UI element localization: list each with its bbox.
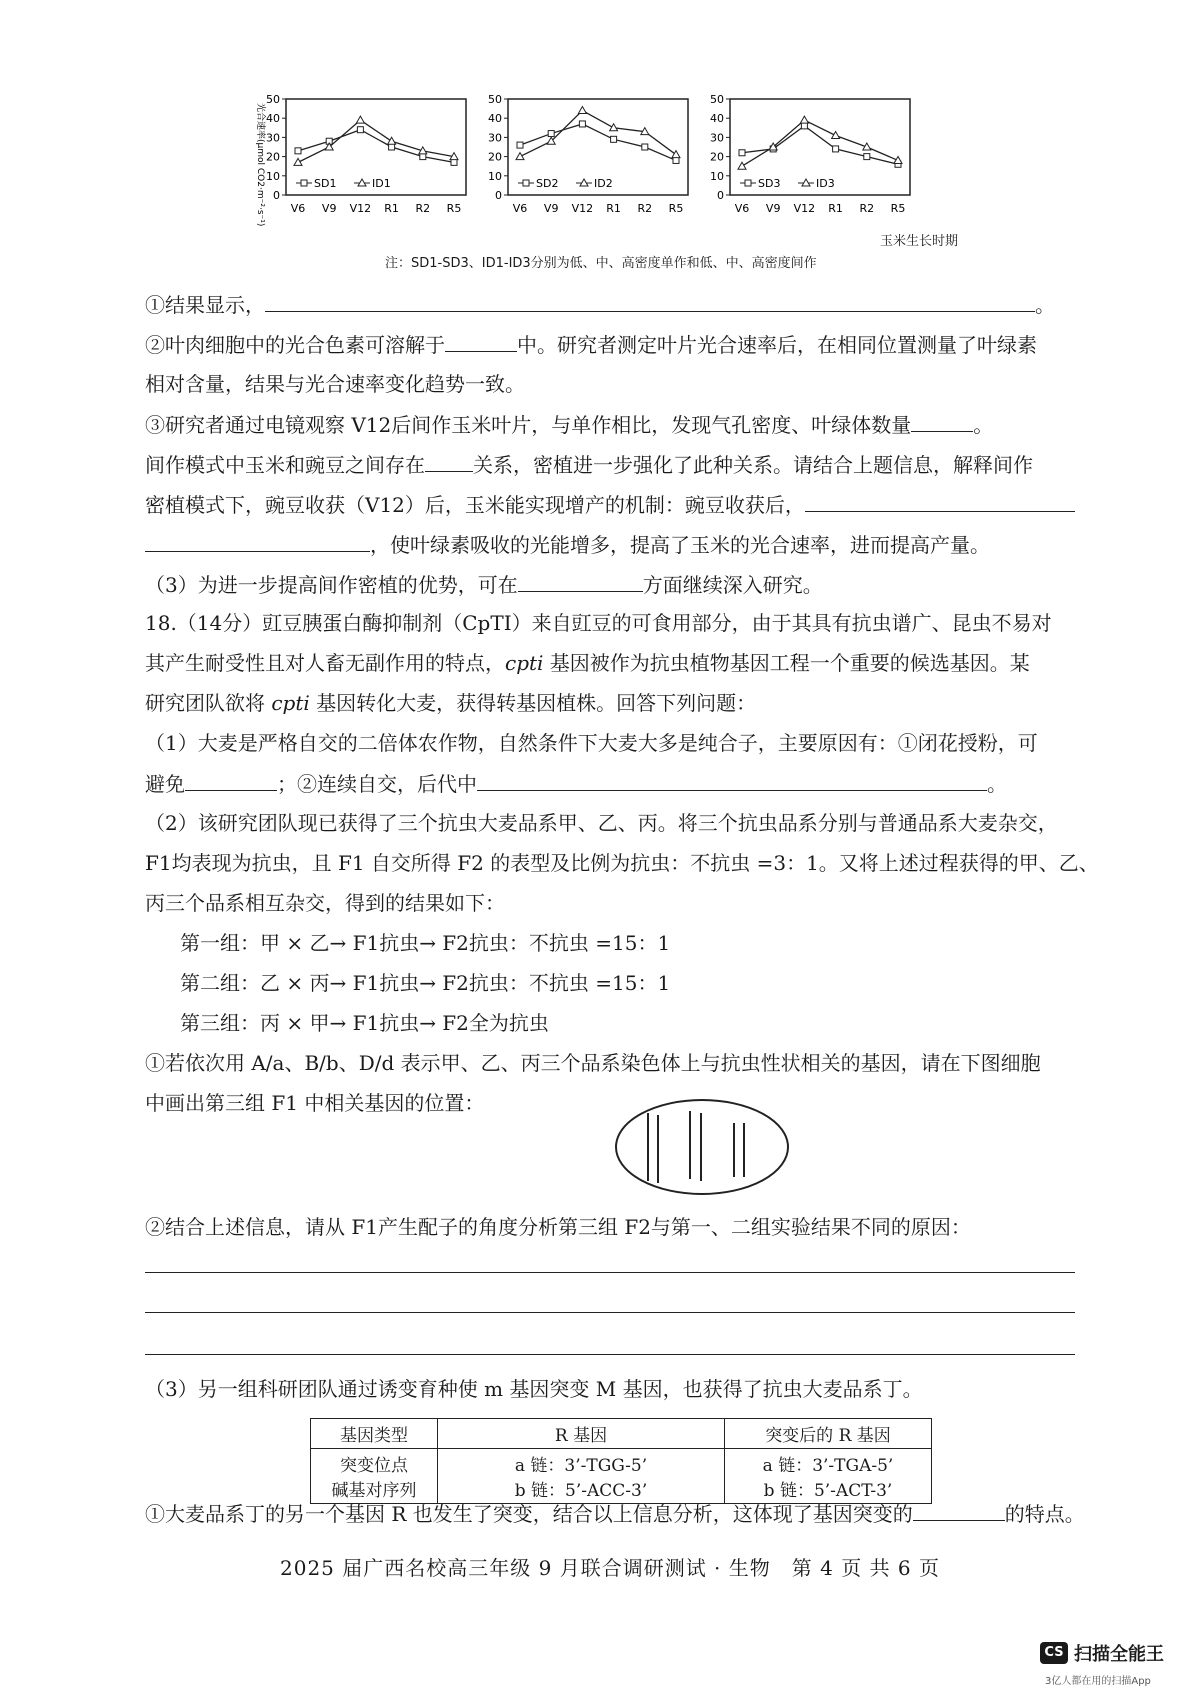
answer-line[interactable]: [145, 1354, 1075, 1355]
x-tick-label: R5: [890, 202, 906, 215]
x-tick-label: R1: [384, 202, 399, 215]
y-tick-label: 50: [710, 95, 724, 106]
x-tick-label: V6: [734, 202, 750, 215]
y-tick-label: 20: [710, 150, 724, 164]
s2-line: （2）该研究团队现已获得了三个抗虫大麦品系甲、乙、丙。将三个抗虫品系分别与普通品系大麦杂交，: [145, 811, 1058, 835]
answer-blank[interactable]: [265, 291, 1035, 312]
x-tick-label: V12: [349, 202, 372, 215]
table-cell: 突变位点 碱基对序列: [311, 1449, 438, 1504]
data-point-ID3: [800, 116, 808, 123]
y-tick-label: 20: [488, 150, 502, 164]
data-point-SD2: [642, 144, 648, 150]
y-tick-label: 0: [717, 189, 724, 202]
c2-line: ②结合上述信息，请从 F1产生配子的角度分析第三组 F2与第一、二组实验结果不同的原因：: [145, 1215, 971, 1239]
x-tick-label: R1: [828, 202, 843, 215]
table-header: 基因类型: [311, 1419, 438, 1449]
x-tick-label: R2: [415, 202, 431, 215]
scanner-logo: [1040, 1640, 1164, 1666]
answer-blank[interactable]: [145, 531, 370, 552]
chart-sd1-id1: [250, 95, 490, 245]
x-tick-label: V6: [290, 202, 306, 215]
legend-marker: [301, 180, 307, 186]
data-point-SD1: [295, 148, 301, 154]
p3-line: （3）为进一步提高间作密植的优势，可在 方面继续深入研究。: [145, 573, 823, 597]
data-point-SD3: [739, 150, 745, 156]
chart-sd2-id2: [472, 95, 712, 245]
y-tick-label: 50: [488, 95, 502, 106]
s1-line-2: 避免 ；②连续自交，后代中 。: [145, 772, 1007, 796]
table-header: R 基因: [438, 1419, 725, 1449]
y-tick-label: 40: [488, 112, 502, 126]
x-tick-label: R5: [446, 202, 462, 215]
legend-label: ID3: [816, 177, 835, 190]
answer-blank[interactable]: [518, 571, 643, 592]
legend-label: ID2: [594, 177, 613, 190]
y-tick-label: 20: [266, 150, 280, 164]
q18-line: 18.（14分）豇豆胰蛋白酶抑制剂（CpTI）来自豇豆的可食用部分，由于其具有抗虫谱广、昆虫不易对: [145, 611, 1052, 635]
answer-blank[interactable]: [185, 770, 277, 791]
x-tick-label: R2: [637, 202, 653, 215]
group-1: 第一组：甲 × 乙→ F1抗虫→ F2抗虫：不抗虫 =15：1: [180, 931, 671, 955]
answer-blank[interactable]: [913, 1500, 1005, 1521]
answer-blank[interactable]: [911, 411, 973, 432]
series-line-ID1: [298, 120, 454, 162]
data-point-SD2: [673, 157, 679, 163]
y-tick-label: 0: [273, 189, 280, 202]
y-tick-label: 30: [266, 131, 280, 145]
data-point-SD1: [420, 154, 426, 160]
table-header: 突变后的 R 基因: [725, 1419, 932, 1449]
y-tick-label: 30: [710, 131, 724, 145]
q18-line-2: 其产生耐受性且对人畜无副作用的特点，cpti 基因被作为抗虫植物基因工程一个重要的候选基因。某: [145, 651, 1030, 675]
s2-line-2: F1均表现为抗虫，且 F1 自交所得 F2 的表型及比例为抗虫：不抗虫 =3：1。又将上述过程获得的甲、乙、: [145, 851, 1099, 875]
data-point-ID1: [356, 116, 364, 123]
answer-line[interactable]: [145, 1312, 1075, 1313]
page-footer: 2025 届广西名校高三年级 9 月联合调研测试 · 生物 第 4 页 共 6 页: [280, 1556, 941, 1580]
legend-label: SD3: [758, 177, 781, 190]
data-point-SD2: [548, 131, 554, 137]
legend-label: SD1: [314, 177, 337, 190]
data-point-ID3: [738, 162, 746, 169]
y-tick-label: 10: [710, 169, 724, 183]
answer-line[interactable]: [145, 1272, 1075, 1273]
x-tick-label: V9: [543, 202, 559, 215]
x-tick-label: V9: [765, 202, 781, 215]
q18-line-3: 研究团队欲将 cpti 基因转化大麦，获得转基因植株。回答下列问题：: [145, 691, 757, 715]
y-tick-label: 50: [266, 95, 280, 106]
data-point-SD2: [579, 121, 585, 127]
last-line: ①大麦品系丁的另一个基因 R 也发生了突变，结合以上信息分析，这体现了基因突变的 的特点。: [145, 1502, 1085, 1526]
legend-label: SD2: [536, 177, 559, 190]
q1-line: ①结果显示， 。: [145, 293, 1055, 317]
q2-line: ②叶肉细胞中的光合色素可溶解于 中。研究者测定叶片光合速率后，在相同位置测量了叶绿素: [145, 333, 1037, 357]
table-cell: a 链：3’-TGG-5’ b 链：5’-ACC-3’: [438, 1449, 725, 1504]
answer-blank[interactable]: [477, 770, 987, 791]
series-line-SD3: [742, 126, 898, 164]
data-point-SD3: [833, 146, 839, 152]
data-point-SD1: [357, 127, 363, 133]
table-cell: a 链：3’-TGA-5’ b 链：5’-ACT-3’: [725, 1449, 932, 1504]
x-tick-label: R1: [606, 202, 621, 215]
y-tick-label: 0: [495, 189, 502, 202]
c1-line: ①若依次用 A/a、B/b、D/d 表示甲、乙、丙三个品系染色体上与抗虫性状相关的基因，请在下图细胞: [145, 1051, 1041, 1075]
y-tick-label: 40: [266, 112, 280, 126]
s3-line: （3）另一组科研团队通过诱变育种使 m 基因突变 M 基因，也获得了抗虫大麦品系丁。: [145, 1377, 923, 1401]
q2-line-2: 相对含量，结果与光合速率变化趋势一致。: [145, 372, 525, 396]
y-tick-label: 30: [488, 131, 502, 145]
s1-line: （1）大麦是严格自交的二倍体农作物，自然条件下大麦大多是纯合子，主要原因有：①闭花授粉，可: [145, 731, 1038, 755]
data-point-ID2: [516, 153, 524, 160]
data-point-ID1: [388, 137, 396, 144]
series-line-SD1: [298, 130, 454, 163]
data-point-SD2: [517, 142, 523, 148]
series-line-ID3: [742, 120, 898, 166]
gene-table: [310, 1418, 932, 1504]
cell-diagram[interactable]: [612, 1097, 792, 1197]
answer-blank[interactable]: [805, 491, 1075, 512]
data-point-ID2: [610, 124, 618, 131]
legend-marker: [523, 180, 529, 186]
data-point-SD1: [451, 159, 457, 165]
y-tick-label: 10: [488, 169, 502, 183]
chart-note: 注：SD1-SD3、ID1-ID3分别为低、中、高密度单作和低、中、高密度间作: [385, 256, 817, 271]
legend-label: ID1: [372, 177, 391, 190]
x-tick-label: V12: [571, 202, 594, 215]
logo-subtitle: 3亿人都在用的扫描App: [1045, 1676, 1151, 1687]
answer-blank[interactable]: [425, 451, 473, 472]
data-point-SD3: [864, 154, 870, 160]
data-point-SD2: [611, 136, 617, 142]
x-tick-label: V6: [512, 202, 528, 215]
y-tick-label: 40: [710, 112, 724, 126]
x-axis-title: 玉米生长时期: [880, 234, 959, 249]
x-tick-label: R5: [668, 202, 684, 215]
y-axis-label: 光合速率(μmol CO2·m⁻²·s⁻¹): [255, 103, 265, 227]
x-tick-label: V9: [321, 202, 337, 215]
group-3: 第三组：丙 × 甲→ F1抗虫→ F2全为抗虫: [180, 1011, 549, 1035]
data-point-ID2: [672, 151, 680, 158]
legend-marker: [745, 180, 751, 186]
data-point-ID2: [578, 107, 586, 114]
q3-line-3: 密植模式下，豌豆收获（V12）后，玉米能实现增产的机制：豌豆收获后，: [145, 491, 1075, 518]
data-point-ID3: [832, 131, 840, 138]
group-2: 第二组：乙 × 丙→ F1抗虫→ F2抗虫：不抗虫 =15：1: [180, 971, 671, 995]
data-point-SD1: [389, 144, 395, 150]
q3-line-2: 间作模式中玉米和豌豆之间存在 关系，密植进一步强化了此种关系。请结合上题信息，解释间作: [145, 453, 1033, 477]
x-tick-label: R2: [859, 202, 875, 215]
x-tick-label: V12: [793, 202, 816, 215]
answer-blank[interactable]: [445, 331, 517, 352]
cs-logo-icon: CS: [1040, 1642, 1068, 1664]
q3-line: ③研究者通过电镜观察 V12后间作玉米叶片，与单作相比，发现气孔密度、叶绿体数量 。: [145, 413, 994, 437]
series-line-SD2: [520, 124, 676, 160]
y-tick-label: 10: [266, 169, 280, 183]
chart-sd3-id3: [694, 95, 934, 245]
data-point-SD3: [801, 123, 807, 129]
s2-line-3: 丙三个品系相互杂交，得到的结果如下：: [145, 891, 505, 915]
data-point-ID1: [294, 158, 302, 165]
q3-line-4: ，使叶绿素吸收的光能增多，提高了玉米的光合速率，进而提高产量。: [145, 531, 990, 558]
c1-line-2: 中画出第三组 F1 中相关基因的位置：: [145, 1091, 485, 1115]
logo-name: 扫描全能王: [1074, 1644, 1164, 1665]
